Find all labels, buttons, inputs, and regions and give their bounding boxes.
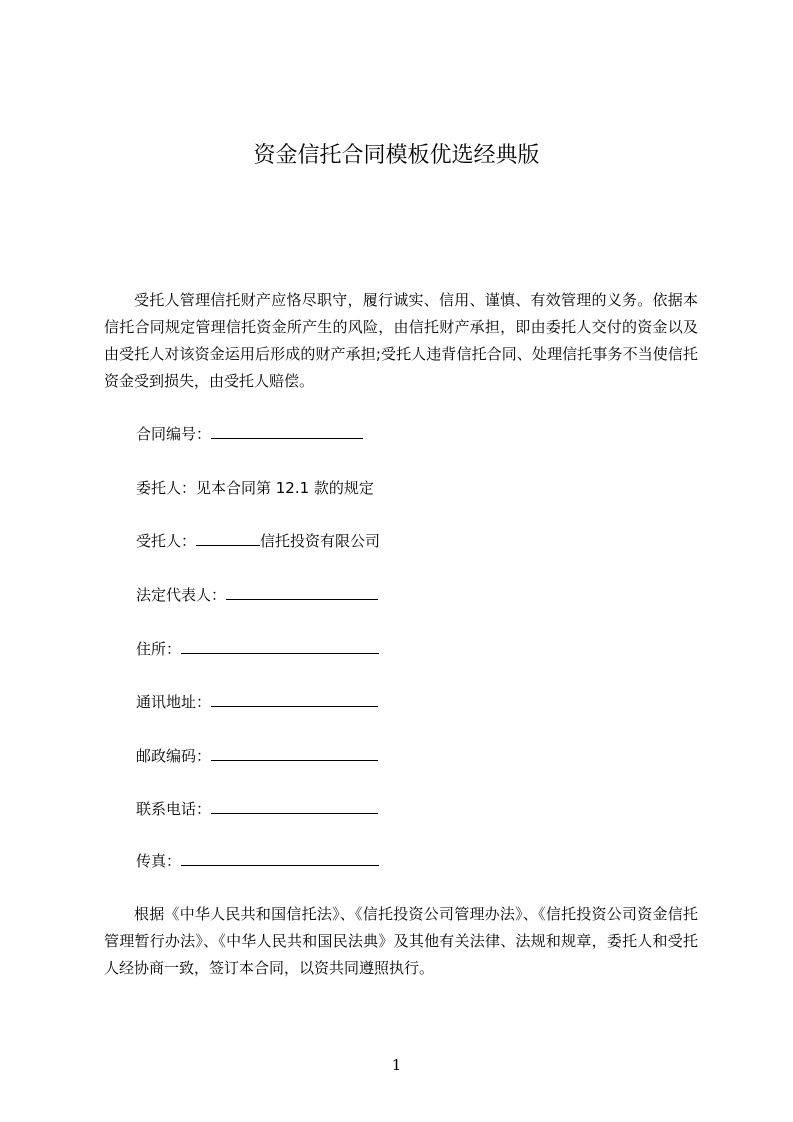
legal-representative-label: 法定代表人： (136, 586, 227, 604)
trustee-name-blank (196, 530, 260, 546)
intro-paragraph: 受托人管理信托财产应恪尽职守，履行诚实、信用、谨慎、有效管理的义务。依据本信托合同规定管理信托资金所产生的风险，由信托财产承担，即由委托人交付的资金以及由受托人对该资金运用后形成的财产承担;受托人违背信托合同、处理信托事务不当使信托资金受到损失，由受托人赔偿。 (104, 291, 698, 390)
address-blank (181, 638, 379, 654)
page-number: 1 (391, 1056, 402, 1074)
contract-number-field (136, 423, 363, 445)
contract-number-blank (211, 423, 363, 439)
fax-label: 传真： (136, 852, 182, 870)
fax-blank (181, 850, 379, 866)
postal-code-field (136, 745, 378, 767)
trustee-field (136, 530, 380, 552)
fax-field (136, 850, 379, 872)
trustee-suffix: 信托投资有限公司 (260, 532, 381, 550)
address-field (136, 638, 379, 660)
mailing-address-label: 通讯地址： (136, 693, 212, 711)
phone-label: 联系电话： (136, 800, 212, 818)
legal-representative-blank (226, 584, 378, 600)
mailing-address-blank (211, 691, 378, 707)
trustor-field (136, 477, 374, 499)
address-label: 住所： (136, 640, 182, 658)
contract-number-label: 合同编号： (136, 425, 212, 443)
document-title: 资金信托合同模板优选经典版 (253, 143, 540, 168)
phone-blank (211, 798, 378, 814)
trustor-text: 委托人：见本合同第 12.1 款的规定 (136, 479, 374, 497)
trustee-label: 受托人： (136, 532, 197, 550)
closing-paragraph: 根据《中华人民共和国信托法》、《信托投资公司管理办法》、《信托投资公司资金信托管理暂行办法》、《中华人民共和国民法典》及其他有关法律、法规和规章，委托人和受托人经协商一致，签订本合同，以资共同遵照执行。 (104, 905, 698, 977)
legal-representative-field (136, 584, 378, 606)
phone-field (136, 798, 378, 820)
postal-code-label: 邮政编码： (136, 747, 212, 765)
mailing-address-field (136, 691, 378, 713)
postal-code-blank (211, 745, 378, 761)
